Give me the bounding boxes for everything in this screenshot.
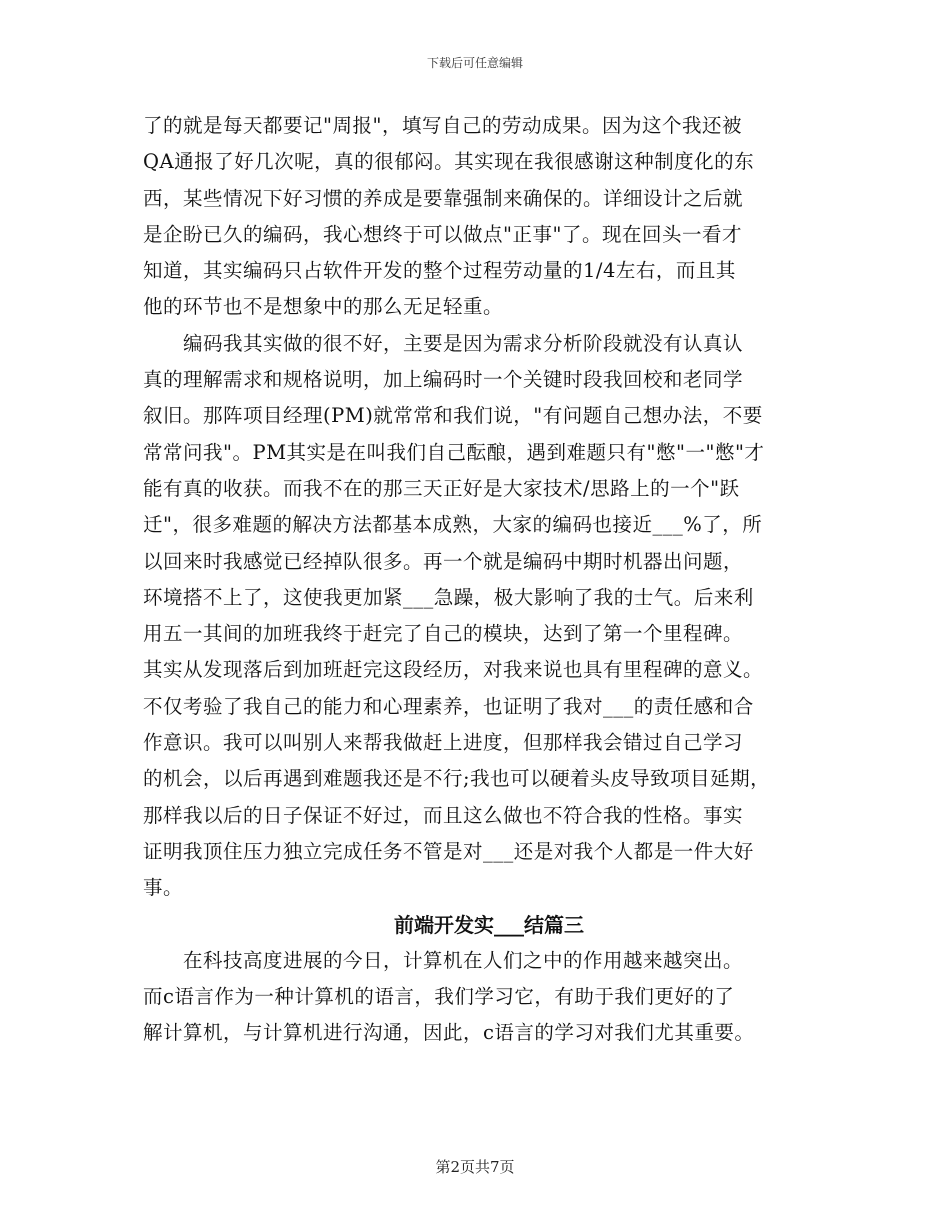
page-header: 下载后可任意编辑	[426, 56, 523, 70]
text-line: 能有真的收获。而我不在的那三天正好是大家技术/思路上的一个"跃	[143, 476, 740, 500]
paragraph-1	[143, 108, 815, 326]
text-line: 西，某些情况下好习惯的养成是要靠强制来确保的。详细设计之后就	[143, 186, 744, 210]
text-line: 了的就是每天都要记"周报"，填写自己的劳动成果。因为这个我还被	[143, 114, 742, 137]
section-title: 前端开发实___结篇三	[394, 912, 584, 937]
text-line: 以回来时我感觉已经掉队很多。再一个就是编码中期时机器出问题，	[143, 549, 744, 573]
text-line: 的机会，以后再遇到难题我还是不行;我也可以硬着头皮导致项目延期，	[143, 767, 771, 791]
text-line: 证明我顶住压力独立完成任务不管是对___还是对我个人都是一件大好	[143, 839, 754, 863]
text-line: 用五一其间的加班我终于赶完了自己的模块，达到了第一个里程碑。	[143, 622, 744, 646]
text-line: 其实从发现落后到加班赶完这段经历，对我来说也具有里程碑的意义。	[143, 658, 764, 682]
document-body	[143, 108, 815, 1052]
text-line: 知道，其实编码只占软件开发的整个过程劳动量的1/4左右，而且其	[143, 259, 736, 283]
text-line: 编码我其实做的很不好，主要是因为需求分析阶段就没有认真认	[183, 331, 744, 355]
text-line: 而c语言作为一种计算机的语言，我们学习它，有助于我们更好的了	[143, 985, 735, 1009]
text-line: 作意识。我可以叫别人来帮我做赶上进度，但那样我会错过自己学习	[143, 731, 744, 755]
text-line: 他的环节也不是想象中的那么无足轻重。	[143, 295, 504, 319]
paragraph-3	[143, 943, 815, 1052]
text-line: 那样我以后的日子保证不好过，而且这么做也不符合我的性格。事实	[143, 803, 744, 827]
text-line: 是企盼已久的编码，我心想终于可以做点"正事"了。现在回头一看才	[143, 222, 742, 246]
page-number: 第2页共7页	[435, 1158, 515, 1176]
text-line: QA通报了好几次呢，真的很郁闷。其实现在我很感谢这种制度化的东	[143, 150, 755, 174]
text-line: 解计算机，与计算机进行沟通，因此，c语言的学习对我们尤其重要。	[143, 1021, 755, 1045]
text-line: 在科技高度进展的今日，计算机在人们之中的作用越来越突出。	[183, 948, 744, 972]
text-line: 环境搭不上了，这使我更加紧___急躁，极大影响了我的士气。后来利	[143, 585, 754, 609]
text-line: 真的理解需求和规格说明，加上编码时一个关键时段我回校和老同学	[143, 368, 744, 392]
text-line: 常常问我"。PM其实是在叫我们自己酝酿，遇到难题只有"憋"一"憋"才	[143, 440, 765, 464]
text-line: 迁"，很多难题的解决方法都基本成熟，大家的编码也接近___%了，所	[143, 513, 763, 537]
paragraph-2	[143, 326, 815, 907]
text-line: 事。	[143, 876, 184, 900]
text-line: 叙旧。那阵项目经理(PM)就常常和我们说，"有问题自己想办法，不要	[143, 404, 763, 428]
text-line: 不仅考验了我自己的能力和心理素养，也证明了我对___的责任感和合	[143, 694, 754, 718]
